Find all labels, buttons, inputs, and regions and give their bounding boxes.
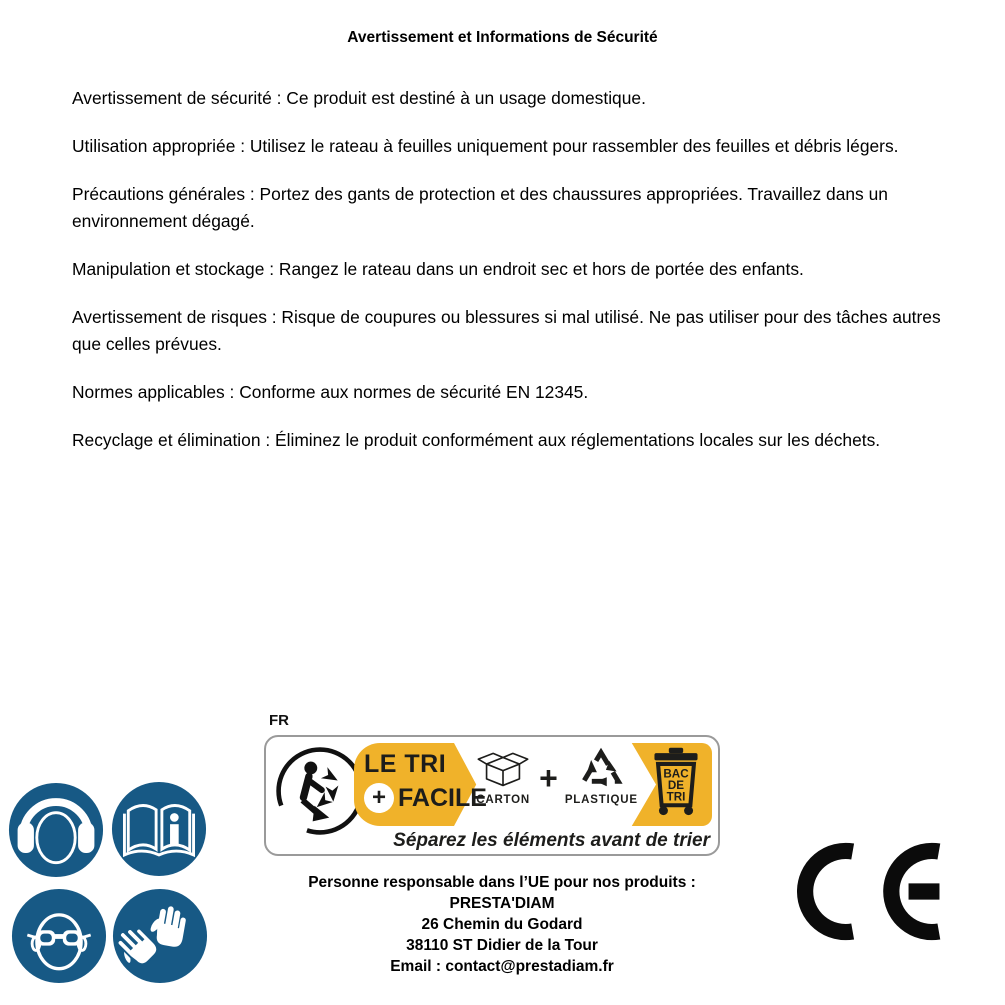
gloves-icon <box>112 888 208 984</box>
safety-paragraph: Utilisation appropriée : Utilisez le rateau à feuilles uniquement pour rassembler des feuilles et débris légers. <box>72 136 899 156</box>
safety-paragraph: Normes applicables : Conforme aux normes de sécurité EN 12345. <box>72 382 589 402</box>
triman-icon <box>274 745 366 837</box>
company-name: PRESTA'DIAM <box>449 895 555 912</box>
bin-text-line: BAC <box>663 767 689 781</box>
recycling-sorting-label <box>264 712 720 856</box>
safety-paragraph: Précautions générales : Portez des gants de protection et des chaussures appropriées. Travaillez dans un environnement dégagé. <box>72 184 888 231</box>
sorting-bin-icon <box>652 746 700 816</box>
safety-paragraph: Recyclage et élimination : Éliminez le produit conformément aux réglementations locales sur les déchets. <box>72 430 881 450</box>
safety-paragraph: Avertissement de sécurité : Ce produit est destiné à un usage domestique. <box>72 88 646 108</box>
plus-circle-icon: + <box>364 783 394 813</box>
safety-paragraphs <box>72 85 944 475</box>
address-line: 38110 ST Didier de la Tour <box>406 937 598 954</box>
material-label: CARTON <box>476 794 531 806</box>
ear-protection-icon <box>8 782 104 878</box>
plastic-material <box>565 746 638 806</box>
bin-text-line: TRI <box>666 790 686 804</box>
plus-icon: + <box>539 760 558 796</box>
ce-mark-icon <box>797 842 941 941</box>
read-manual-icon <box>111 781 207 877</box>
carton-material <box>474 746 532 806</box>
plastic-recycling-icon <box>574 746 628 792</box>
page-title: Avertissement et Informations de Sécurité <box>347 29 658 46</box>
safety-paragraph: Manipulation et stockage : Rangez le rateau dans un endroit sec et hors de portée des enfants. <box>72 259 804 279</box>
email-line: Email : contact@prestadiam.fr <box>390 958 614 975</box>
headline-line2: FACILE <box>398 783 487 812</box>
carton-box-icon <box>474 746 532 792</box>
address-line: 26 Chemin du Godard <box>421 916 583 933</box>
eye-protection-icon <box>11 888 107 984</box>
responsible-person-block <box>252 872 752 977</box>
country-code: FR <box>269 712 289 729</box>
material-label: PLASTIQUE <box>564 794 638 806</box>
le-tri-facile-headline <box>364 750 487 813</box>
responsible-intro: Personne responsable dans l’UE pour nos produits : <box>308 874 696 891</box>
bin-text-line: DE <box>667 779 685 793</box>
safety-paragraph: Avertissement de risques : Risque de coupures ou blessures si mal utilisé. Ne pas utiliser pour des tâches autres que celles prévues. <box>72 307 941 354</box>
materials-group <box>470 746 642 806</box>
headline-line1: LE TRI <box>364 750 447 778</box>
sorting-instruction: Séparez les éléments avant de trier <box>393 830 710 851</box>
